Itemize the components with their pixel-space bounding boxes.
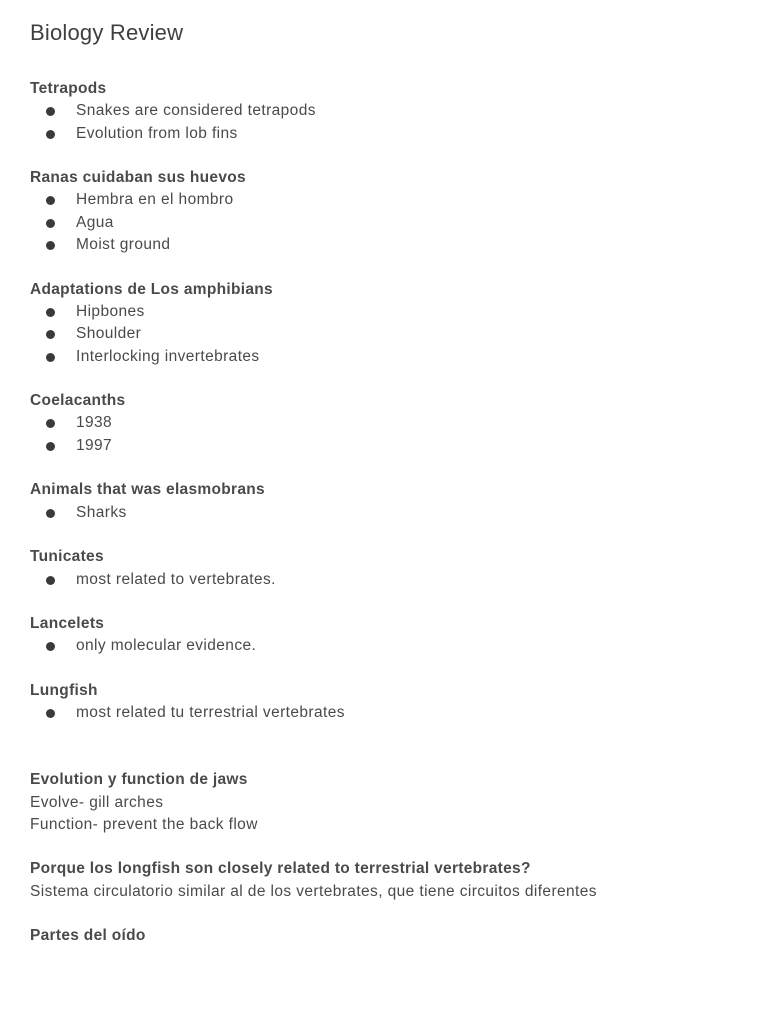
bullet-text: Moist ground xyxy=(76,236,171,254)
bullet-list xyxy=(30,412,750,457)
bullet-dot-icon xyxy=(46,107,55,116)
bullet-dot-icon xyxy=(46,130,55,139)
bullet-text: most related tu terrestrial vertebrates xyxy=(76,704,345,722)
spacer xyxy=(30,836,750,858)
bullet-dot-icon xyxy=(46,442,55,451)
note-body[interactable] xyxy=(30,18,750,948)
text-line: Sistema circulatorio similar al de los vertebrates, que tiene circuitos diferentes xyxy=(30,882,597,900)
bullet-item xyxy=(30,502,750,524)
section-block xyxy=(30,613,750,658)
section-block xyxy=(30,390,750,457)
section-heading: Tunicates xyxy=(30,548,104,566)
section-heading: Adaptations de Los amphibians xyxy=(30,280,273,298)
section-block xyxy=(30,167,750,256)
bullet-text: Sharks xyxy=(76,503,127,521)
note-sections xyxy=(30,78,750,725)
section-block xyxy=(30,680,750,725)
bullet-text: only molecular evidence. xyxy=(76,637,257,655)
bullet-list xyxy=(30,100,750,145)
bullet-dot-icon xyxy=(46,509,55,518)
bullet-item xyxy=(30,635,750,657)
bullet-item xyxy=(30,412,750,434)
section-heading: Ranas cuidaban sus huevos xyxy=(30,169,246,187)
spacer xyxy=(30,457,750,479)
bullet-item xyxy=(30,435,750,457)
spacer xyxy=(30,903,750,925)
spacer xyxy=(30,658,750,680)
section-block xyxy=(30,78,750,145)
bullet-text: Agua xyxy=(76,213,114,231)
bullet-text: Shoulder xyxy=(76,325,142,343)
section-heading: Partes del oído xyxy=(30,927,146,945)
bullet-dot-icon xyxy=(46,709,55,718)
section-heading: Evolution y function de jaws xyxy=(30,771,248,789)
section-heading: Lancelets xyxy=(30,615,105,633)
bullet-list xyxy=(30,502,750,524)
bullet-list xyxy=(30,702,750,724)
spacer xyxy=(30,145,750,167)
bullet-item xyxy=(30,212,750,234)
bullet-text: Evolution from lob fins xyxy=(76,124,238,142)
bullet-dot-icon xyxy=(46,576,55,585)
bullet-item xyxy=(30,346,750,368)
section-heading: Animals that was elasmobrans xyxy=(30,481,265,499)
section-block xyxy=(30,546,750,591)
bullet-text: most related to vertebrates. xyxy=(76,570,276,588)
bullet-list xyxy=(30,301,750,368)
bullet-text: Interlocking invertebrates xyxy=(76,347,260,365)
text-line: Function- prevent the back flow xyxy=(30,815,258,833)
bullet-item xyxy=(30,569,750,591)
bullet-dot-icon xyxy=(46,308,55,317)
section-heading: Porque los longfish son closely related to terrestrial vertebrates? xyxy=(30,860,531,878)
bullet-dot-icon xyxy=(46,196,55,205)
bullet-text: 1997 xyxy=(76,436,113,454)
bullet-dot-icon xyxy=(46,219,55,228)
spacer xyxy=(30,256,750,278)
section-block xyxy=(30,479,750,524)
jaws-block xyxy=(30,769,750,836)
spacer xyxy=(30,725,750,770)
bullet-list xyxy=(30,189,750,256)
longfish-block xyxy=(30,858,750,903)
note-title: Biology Review xyxy=(30,20,184,45)
bullet-text: Hembra en el hombro xyxy=(76,191,234,209)
bullet-dot-icon xyxy=(46,419,55,428)
bullet-dot-icon xyxy=(46,642,55,651)
bullet-dot-icon xyxy=(46,330,55,339)
ear-block xyxy=(30,925,750,947)
spacer xyxy=(30,524,750,546)
bullet-item xyxy=(30,123,750,145)
bullet-item xyxy=(30,323,750,345)
spacer xyxy=(30,368,750,390)
section-heading: Lungfish xyxy=(30,682,98,700)
bullet-list xyxy=(30,569,750,591)
bullet-text: Snakes are considered tetrapods xyxy=(76,102,316,120)
section-heading: Coelacanths xyxy=(30,392,126,410)
bullet-item xyxy=(30,189,750,211)
bullet-text: 1938 xyxy=(76,414,113,432)
spacer xyxy=(30,591,750,613)
bullet-dot-icon xyxy=(46,241,55,250)
bullet-item xyxy=(30,100,750,122)
bullet-item xyxy=(30,702,750,724)
bullet-text: Hipbones xyxy=(76,302,145,320)
section-block xyxy=(30,279,750,368)
section-heading: Tetrapods xyxy=(30,80,107,97)
bullet-item xyxy=(30,234,750,256)
bullet-list xyxy=(30,635,750,657)
bullet-item xyxy=(30,301,750,323)
text-line: Evolve- gill arches xyxy=(30,793,164,811)
bullet-dot-icon xyxy=(46,353,55,362)
